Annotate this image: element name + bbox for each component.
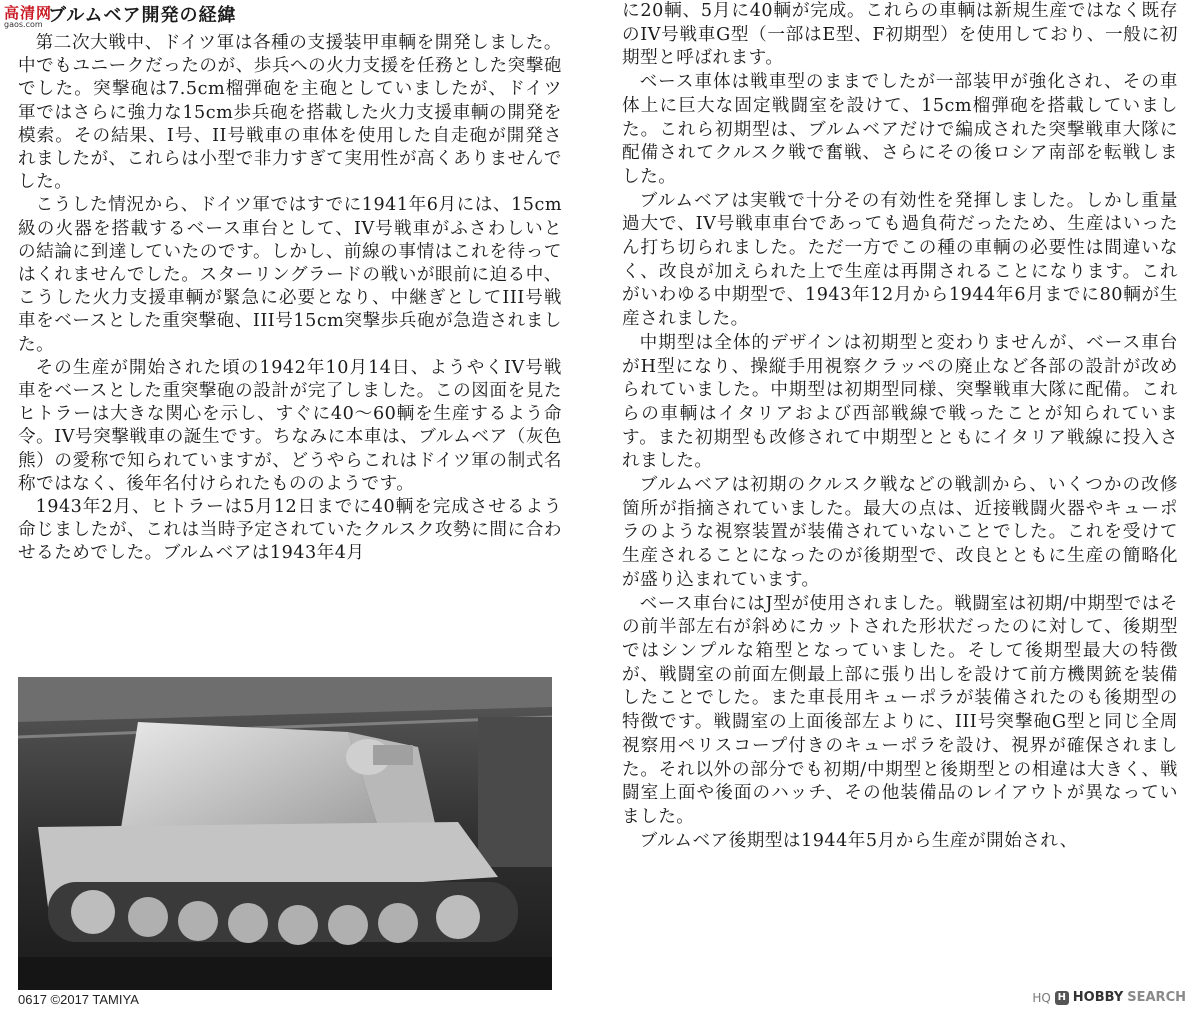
logo-text: 高清网 xyxy=(4,4,53,22)
right-column xyxy=(622,0,1178,853)
paragraph: ブルムベア後期型は1944年5月から生産が開始され、 xyxy=(639,830,1078,851)
paragraph: 1943年2月、ヒトラーは5月12日までに40輌を完成させるよう命じましたが、これは当時予定されていたクルスク攻勢に間に合わせるためでした。ブルムベアは1943年4月 xyxy=(18,497,562,564)
paragraph: こうした情況から、ドイツ軍ではすでに1941年6月には、15cm級の火器を搭載するベース車台として、IV号戦車がふさわしいとの結論に到達していたのです。しかし、前線の事情はこれを待ってはくれませんでした。スターリングラードの戦いが眼前に迫る中、こうした火力支援車輌が緊急に必要となり、中継ぎとしてIII号戦車をベースとした重突撃砲、III号15cm突撃歩兵砲が急造されました。 xyxy=(18,195,562,355)
section-heading: ブルムベア開発の経緯 xyxy=(48,5,237,26)
copyright-code: 0617 ©2017 TAMIYA xyxy=(18,992,139,1007)
brand-name: HOBBY xyxy=(1072,990,1124,1005)
hobbysearch-logo-icon: H xyxy=(1055,991,1069,1005)
left-column xyxy=(18,0,562,566)
paragraph: ブルムベアは実戦で十分その有効性を発揮しました。しかし重量過大で、IV号戦車車台であっても過負荷だったため、生産はいったん打ち切られました。ただ一方でこの種の車輌の必要性は間違いなく、改良が加えられた上で生産は再開されることになります。これがいわゆる中期型で、1943年12月から1944年6月までに80輌が生産されました。 xyxy=(622,190,1178,330)
brand-prefix: HQ xyxy=(1032,990,1051,1005)
paragraph: ベース車体は戦車型のままでしたが一部装甲が強化され、その車体上に巨大な固定戦闘室を設けて、15cm榴弾砲を搭載していました。これら初期型は、ブルムベアだけで編成された突撃戦車大隊に配備されてクルスク戦で奮戦、さらにその後ロシア南部を転戦しました。 xyxy=(622,72,1178,187)
paragraph: ブルムベアは初期のクルスク戦などの戦訓から、いくつかの改修箇所が指摘されていました。最大の点は、近接戦闘火器やキューポラのような視察装置が装備されていないことでした。これを受けて生産されることになったのが後期型で、改良とともに生産の簡略化が盛り込まれています。 xyxy=(622,475,1178,590)
paragraph: 中期型は全体的デザインは初期型と変わりませんが、ベース車台がH型になり、操縦手用視察クラッペの廃止など各部の設計が改められていました。中期型は初期型同様、突撃戦車大隊に配備。これらの車輌はイタリアおよび西部戦線で戦ったことが知られています。また初期型も改修されて中期型とともにイタリア戦線に投入されました。 xyxy=(622,332,1178,472)
paragraph: その生産が開始された頃の1942年10月14日、ようやくIV号戦車をベースとした重突撃砲の設計が完了しました。この図面を見たヒトラーは大きな関心を示し、すぐに40～60輌を生産するよう命令。IV号突撃戦車の誕生です。ちなみに本車は、ブルムベア（灰色熊）の愛称で知られていますが、どうやらこれはドイツ軍の制式名称ではなく、後年名付けられたもののようです。 xyxy=(18,357,562,494)
paragraph: 第二次大戦中、ドイツ軍は各種の支援装甲車輌を開発しました。中でもユニークだったのが、歩兵への火力支援を任務とした突撃砲でした。突撃砲は7.5cm榴弾砲を主砲としていましたが、ドイツ軍ではさらに強力な15cm歩兵砲を搭載した火力支援車輌の開発を模索。その結果、I号、II号戦車の車体を使用した自走砲が開発されましたが、これらは小型で非力すぎて実用性が高くありませんでした。 xyxy=(18,33,562,193)
brummbar-tank-illustration xyxy=(18,677,552,990)
paragraph: に20輌、5月に40輌が完成。これらの車輌は新規生産ではなく既存のIV号戦車G型（一部はE型、F初期型）を使用しており、一般に初期型と呼ばれます。 xyxy=(622,1,1178,69)
logo-url: gaos.com xyxy=(4,20,43,29)
hobbysearch-watermark xyxy=(1032,990,1186,1005)
paragraph: ベース車台にはJ型が使用されました。戦闘室は初期/中期型ではその前半部左右が斜めにカットされた形状だったのに対して、後期型ではシンプルな箱型となっていました。そして後期型最大の特徴が、戦闘室の前面左側最上部に張り出しを設けて前方機関銃を装備したことでした。また車長用キューポラが装備されたのも後期型の特徴です。戦闘室の上面後部左よりに、III号突撃砲G型と同じ全周視察用ペリスコープ付きのキューポラを設け、視界が確保されました。それ以外の部分でも初期/中期型と後期型との相違は大きく、戦闘室上面や後面のハッチ、その他装備品のレイアウトが異なっていました。 xyxy=(622,593,1178,827)
brand-suffix: SEARCH xyxy=(1127,990,1186,1005)
tank-photo xyxy=(18,677,552,990)
